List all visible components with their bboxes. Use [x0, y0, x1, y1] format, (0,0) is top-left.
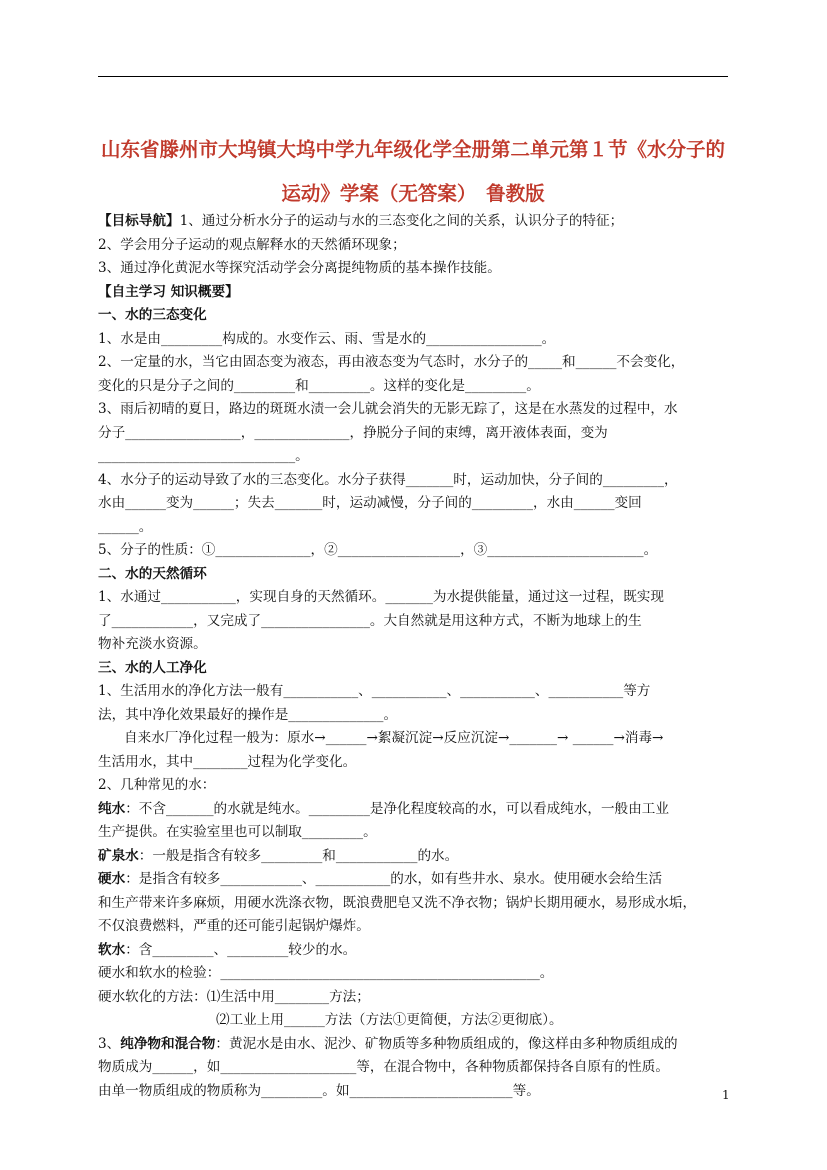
line-text: 了____________，又完成了________________。大自然就是用这种方式，不断为地球上的生 — [98, 612, 642, 629]
text-line — [98, 821, 730, 845]
text-line — [98, 234, 730, 258]
text-line — [98, 1080, 730, 1104]
text-line — [98, 586, 730, 610]
bold-label: 一、水的三态变化 — [98, 307, 207, 323]
text-line — [98, 915, 730, 939]
line-text: _____________________________。 — [98, 448, 309, 464]
line-text: 生活用水，其中________过程为化学变化。 — [98, 753, 357, 770]
text-line — [98, 328, 730, 352]
text-line — [98, 351, 730, 375]
text-line — [98, 939, 730, 963]
text-line — [98, 210, 730, 234]
line-text: 变化的只是分子之间的_________和_________。这样的变化是_________。 — [98, 377, 540, 394]
line-text: 硬水软化的方法：⑴生活中用________方法； — [98, 988, 370, 1005]
line-text: 硬水和软水的检验：_______________________________________________。 — [98, 965, 554, 981]
document-body — [98, 210, 730, 1103]
text-line — [98, 539, 730, 563]
line-text: 2、一定量的水，当它由固态变为液态，再由液态变为气态时，水分子的_____和______不会变化， — [98, 354, 685, 370]
bold-label: 【自主学习 知识概要】 — [98, 283, 239, 300]
document-title-line1: 山东省滕州市大坞镇大坞中学九年级化学全册第二单元第１节《水分子的 — [100, 138, 725, 161]
text-line — [98, 1009, 730, 1033]
text-line — [98, 868, 730, 892]
text-line — [98, 375, 730, 399]
text-line — [98, 516, 730, 540]
text-line — [98, 257, 730, 281]
bold-label: 纯净物和混合物 — [120, 1035, 216, 1052]
line-text: 法，其中净化效果最好的操作是______________。 — [98, 706, 398, 723]
line-text: 自来水厂净化过程一般为：原水→______→絮凝沉淀→反应沉淀→_______→ ______→消毒→ — [124, 730, 664, 746]
text-line — [98, 1056, 730, 1080]
line-text: ：不含_______的水就是纯水。_________是净化程度较高的水，可以看成纯水，一般由工业 — [125, 800, 669, 817]
text-line — [98, 962, 730, 986]
line-text: 3、通过净化黄泥水等探究活动学会分离提纯物质的基本操作技能。 — [98, 260, 501, 276]
text-line — [98, 633, 730, 657]
text-line — [98, 1033, 730, 1057]
line-text: 3、 — [98, 1035, 121, 1052]
text-line — [98, 727, 730, 751]
text-line — [98, 798, 730, 822]
document-title-line2: 运动》学案（无答案） 鲁教版 — [281, 182, 545, 205]
line-text: 2、几种常见的水： — [98, 777, 216, 793]
text-line — [98, 845, 730, 869]
bold-label: 纯水 — [98, 800, 126, 817]
text-line — [98, 680, 730, 704]
text-line — [98, 986, 730, 1010]
line-text: 分子_________________，______________，挣脱分子间的束缚，离开液体表面，变为 — [98, 424, 608, 441]
line-text: ：黄泥水是由水、泥沙、矿物质等多种物质组成的，像这样由多种物质组成的 — [215, 1035, 678, 1052]
line-text: 1、水通过___________，实现自身的天然循环。_______为水提供能量，通过这一过程，既实现 — [98, 589, 664, 605]
line-text: 4、水分子的运动导致了水的三态变化。水分子获得_______时，运动加快，分子间的_________， — [98, 471, 678, 488]
text-line — [98, 751, 730, 775]
bold-label: 硬水 — [98, 871, 126, 887]
line-text: ⑵工业上用______方法（方法①更简便，方法②更彻底）。 — [216, 1012, 563, 1028]
text-line — [98, 469, 730, 493]
text-line — [98, 492, 730, 516]
line-text: 5、分子的性质：①______________，②__________________，③_______________________。 — [98, 542, 658, 558]
line-text: 和生产带来许多麻烦，用硬水洗涤衣物，既浪费肥皂又洗不净衣物；锅炉长期用硬水，易形成水垢， — [98, 894, 697, 911]
line-text: ：含_________、_________较少的水。 — [125, 941, 357, 958]
line-text: 1、生活用水的净化方法一般有___________、___________、___________、___________等方 — [98, 683, 651, 699]
text-line — [98, 304, 730, 328]
bold-label: 【目标导航】 — [98, 213, 180, 229]
line-text: 由单一物质组成的物质称为_________。如________________________等。 — [98, 1082, 540, 1099]
bold-label: 软水 — [98, 941, 126, 958]
text-line — [98, 774, 730, 798]
bold-label: 二、水的天然循环 — [98, 565, 207, 582]
line-text: ______。 — [98, 518, 153, 535]
line-text: ：一般是指含有较多_________和____________的水。 — [138, 847, 459, 864]
text-line — [98, 610, 730, 634]
line-text: 水由______变为______；失去_______时，运动减慢，分子间的_________，水由______变回 — [98, 495, 642, 511]
line-text: 1、水是由_________构成的。水变作云、雨、雪是水的_________________。 — [98, 330, 556, 347]
line-text: 1、通过分析水分子的运动与水的三态变化之间的关系，认识分子的特征； — [179, 213, 624, 229]
line-text: 2、学会用分子运动的观点解释水的天然循环现象； — [98, 236, 406, 253]
page-number: 1 — [722, 1088, 730, 1102]
line-text: 不仅浪费燃料，严重的还可能引起锅炉爆炸。 — [98, 918, 370, 934]
header-rule — [98, 76, 728, 77]
text-line — [98, 281, 730, 305]
text-line — [98, 657, 730, 681]
line-text: 物质成为______，如____________________等，在混合物中，各种物质都保持各自原有的性质。 — [98, 1059, 669, 1075]
text-line — [98, 892, 730, 916]
text-line — [98, 422, 730, 446]
bold-label: 三、水的人工净化 — [98, 659, 207, 676]
text-line — [98, 563, 730, 587]
line-text: 3、雨后初晴的夏日，路边的斑斑水渍一会儿就会消失的无影无踪了，这是在水蒸发的过程中，水 — [98, 401, 678, 417]
line-text: 生产提供。在实验室里也可以制取_________。 — [98, 824, 377, 840]
text-line — [98, 398, 730, 422]
line-text: 物补充淡水资源。 — [98, 636, 207, 652]
bold-label: 矿泉水 — [98, 847, 139, 864]
line-text: ：是指含有较多____________、___________的水，如有些井水、泉水。使用硬水会给生活 — [125, 871, 663, 887]
text-line — [98, 445, 730, 469]
text-line — [98, 704, 730, 728]
